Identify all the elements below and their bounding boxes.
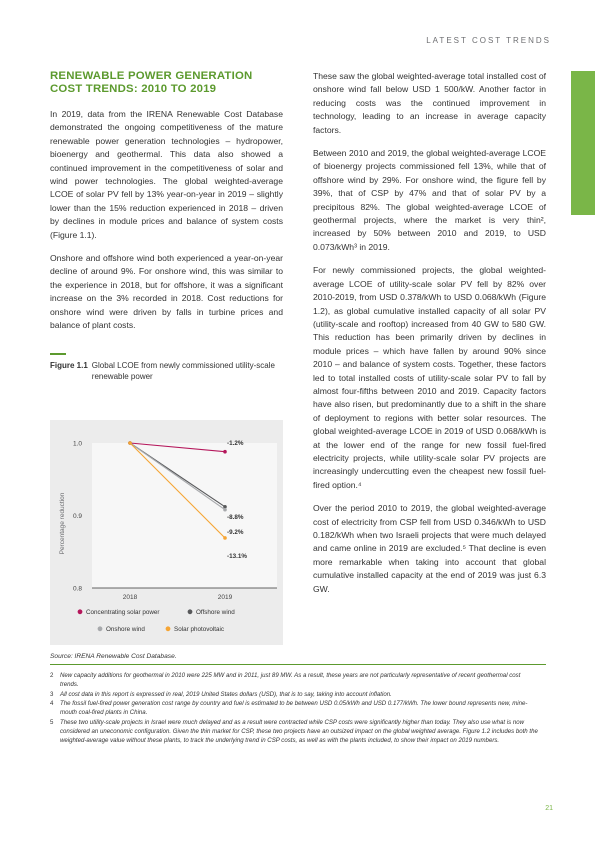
footnote-divider (50, 664, 546, 665)
data-label: -1.2% (227, 440, 244, 447)
left-paragraph-2: Onshore and offshore wind both experienced a year-on-year decline of around 9%. For onshore wind, this was similar to the experience in 2018, but for offshore, it was a significant increase on the 3% recorded in 2018. Cost reductions for onshore wind were driven by falls in turbine prices and balance of plant costs. (50, 253, 283, 331)
data-point (223, 508, 227, 512)
footnote-text: These two utility-scale projects in Israel were much delayed and as a result were contracted while CSP costs were significantly higher than today. They also use what is now considered an uneconomic configuration. Given the thin market for CSP, these two projects have an outsized impact on the global weighted average. Figure 1.2 includes both the weighted-average value without these plants, to track the underlying trend in CSP costs, as well as with the plants included, to show their impact on 2019 numbers. (60, 718, 538, 744)
footnote (50, 700, 540, 718)
legend-label: Solar photovoltaic (174, 626, 225, 633)
plot-area (92, 443, 277, 588)
right-column (313, 70, 546, 606)
lcoe-change-chart (50, 420, 283, 645)
right-paragraph-3: For newly commissioned projects, the global weighted-average LCOE of utility-scale solar PV fell by 82% over 2010-2019, from USD 0.378/kWh to USD 0.068/kWh (Figure 1.2), as global cumulative installed capacity of all solar PV (utility-scale and rooftop) increased from 40 GW to 580 GW. This reduction has been primarily driven by declines in module prices – which have fallen by around 90% since 2010 – and balance of system costs. Together, these factors led to total installed costs of utility-scale solar PV to fall by almost four-fifths between 2010 and 2019. Capacity factors have also risen, but predominantly due to a shift in the share of deployment to regions with better solar resources. The global weighted-average LCOE in 2019 of USD 0.068/kWh is at the lower end of the range for new fossil fuel-fired electricity projects, while utility-scale solar PV projects are increasingly undercutting even the cheapest new fossil fuel-fired option.⁴ (313, 265, 546, 490)
section-tab-marker (571, 71, 595, 215)
footnote-text: New capacity additions for geothermal in 2010 were 225 MW and in 2011, just 89 MW. As a result, these years are not particularly representative of recent geothermal cost trends. (60, 672, 521, 688)
section-title: RENEWABLE POWER GENERATION COST TRENDS: 2010 TO 2019 (50, 70, 253, 95)
footnote-text: The fossil fuel-fired power generation cost range by country and fuel is estimated to be between USD 0.05/kWh and USD 0.177/kWh. The lower bound represents new, mine-mouth coal-fired plants in China. (60, 700, 528, 717)
legend-label: Concentrating solar power (86, 609, 160, 616)
data-label: -13.1% (227, 553, 247, 560)
footnote-number: 3 (50, 690, 54, 698)
footnote-number: 4 (50, 700, 54, 708)
data-point (128, 441, 132, 445)
legend-label: Onshore wind (106, 626, 145, 633)
footnote-number: 2 (50, 672, 54, 679)
legend-marker (188, 609, 193, 614)
page-number: 21 (545, 805, 553, 812)
figure-caption-text: Global LCOE from newly commissioned utility-scale renewable power (91, 360, 275, 381)
y-axis-title: Percentage reduction (59, 492, 66, 555)
running-header: LATEST COST TRENDS (426, 36, 551, 45)
x-tick-label: 2019 (217, 594, 233, 601)
data-point (223, 536, 227, 540)
y-tick-label: 1.0 (72, 440, 82, 448)
y-tick-label: 0.9 (72, 513, 82, 520)
footnotes (50, 672, 540, 746)
data-point (223, 450, 227, 454)
footnote (50, 691, 540, 700)
left-paragraph-1: In 2019, data from the IRENA Renewable Cost Database demonstrated the ongoing competitiveness of the mature renewable power generation technologies – hydropower, bioenergy and geothermal. This data also showed a continued improvement in the competitiveness of solar and wind power technologies. The global weighted-average LCOE of solar PV fell by 13% year-on-year in 2019 – slightly lower than the 15% reduction experienced in 2018 – driven by declines in module prices and balance of system costs (Figure 1.1). (50, 109, 283, 240)
figure-number: Figure 1.1 (50, 360, 88, 370)
figure-chart-panel (50, 420, 283, 645)
footnote-number: 5 (50, 718, 54, 726)
x-tick-label: 2018 (122, 594, 138, 601)
figure-caption (50, 360, 283, 382)
left-column (50, 70, 283, 392)
right-paragraph-1: These saw the global weighted-average total installed cost of onshore wind fall below USD 1 500/kW. Another factor in reducing costs was the continued improvement in technology, leading to an increase in average capacity factors. (313, 71, 546, 135)
footnote (50, 672, 540, 690)
legend-label: Offshore wind (196, 609, 235, 616)
footnote (50, 719, 540, 745)
y-tick-label: 0.8 (72, 585, 82, 593)
figure-rule (50, 353, 66, 355)
legend-marker (98, 626, 103, 631)
figure-source: Source: IRENA Renewable Cost Database. (50, 653, 177, 660)
legend-marker (78, 609, 83, 614)
right-paragraph-2: Between 2010 and 2019, the global weighted-average LCOE of bioenergy projects commissioned fell 13%, while that of offshore wind by 29%. For onshore wind, the figure fell by 39%, that of CSP by 47% and that of solar PV by a precipitous 82%. The global weighted-average LCOE of geothermal projects, where the market is very thin², increased by 50% between 2010 and 2019, to USD 0.073/kWh³ in 2019. (313, 148, 546, 252)
footnote-text: All cost data in this report is expressed in real, 2019 United States dollars (USD), that is to say, taking into account inflation. (60, 690, 392, 698)
data-label: -9.2% (227, 529, 244, 536)
legend-marker (166, 626, 171, 631)
data-label: -8.8% (227, 514, 244, 521)
right-paragraph-4: Over the period 2010 to 2019, the global weighted-average cost of electricity from CSP fell from USD 0.346/kWh to USD 0.182/kWh when two Israeli projects that were much delayed and came online in 2019 are excluded.⁵ That decline is even more remarkable when taking into account that global cumulative installed capacity at the end of 2019 was just 6.3 GW. (313, 503, 546, 594)
